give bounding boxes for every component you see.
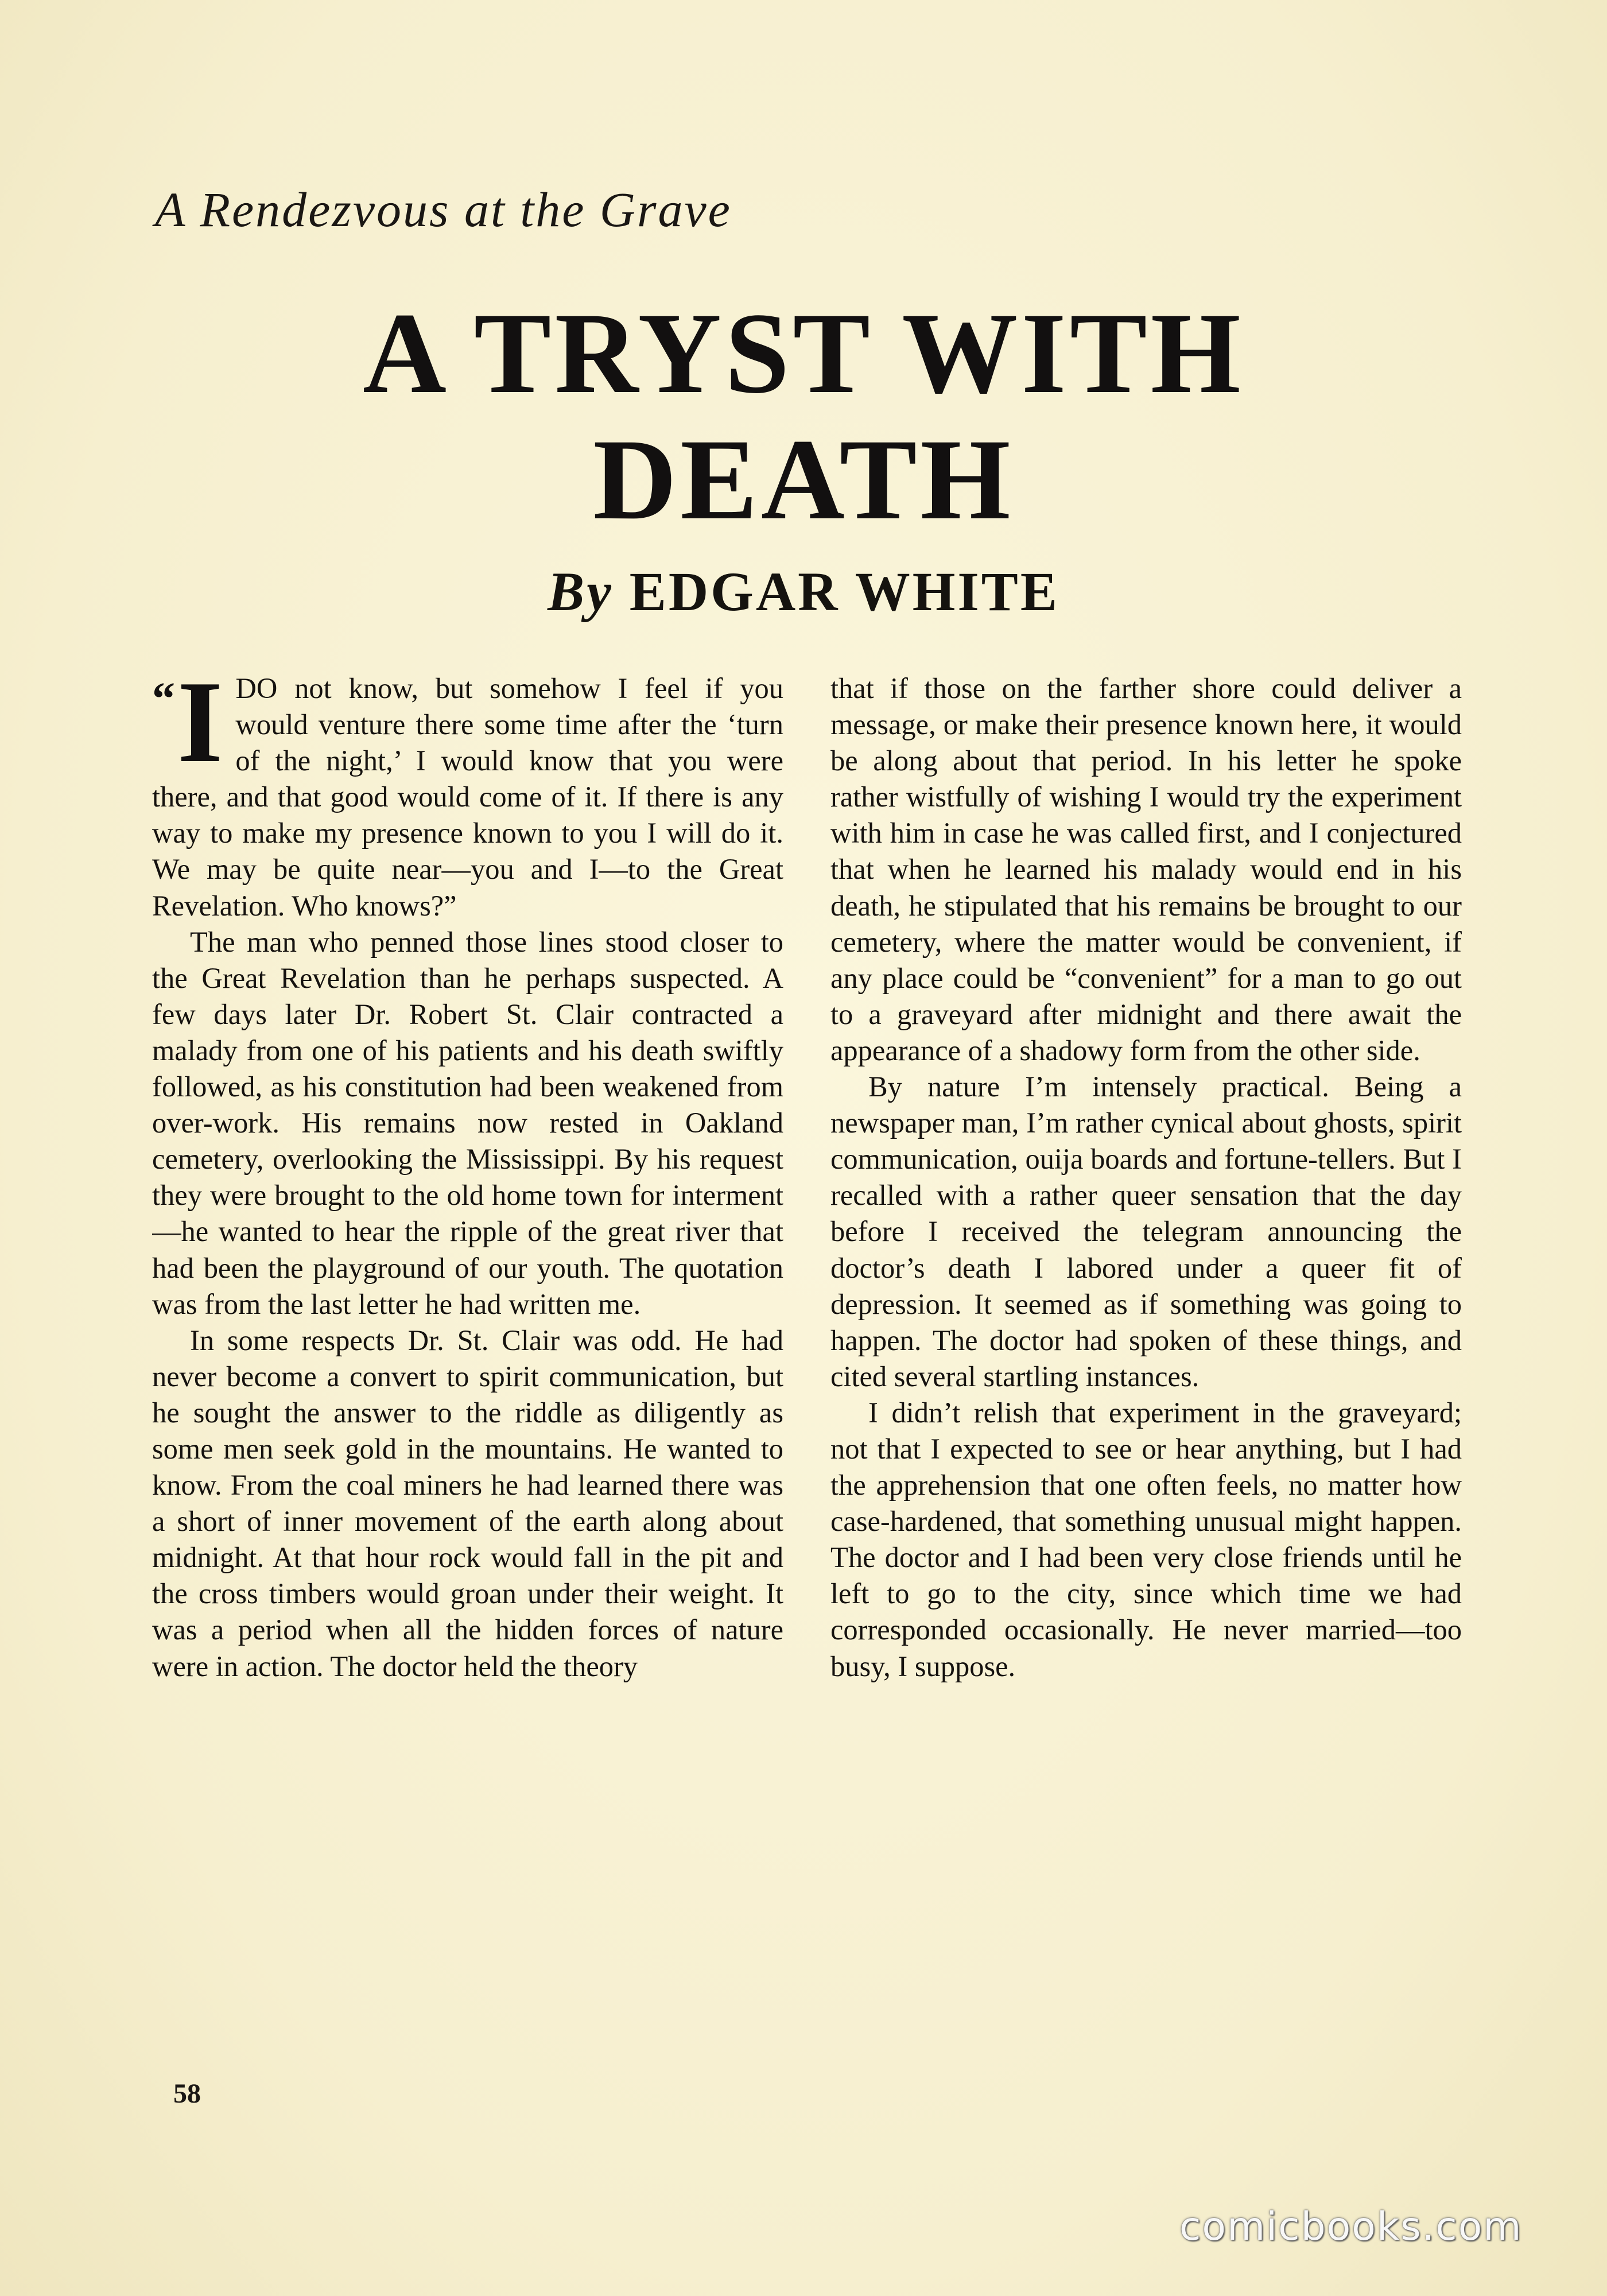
kicker: A Rendezvous at the Grave — [155, 182, 732, 237]
drop-cap-letter: I — [177, 670, 223, 787]
paragraph: that if those on the farther shore could deliver a message, or make their presence known here, it would be along about that period. In his letter he spoke rather wistfully of wishing I would try the experiment with him in case he was called first, and I conjectured that when he learned his malady would end in his death, he stipulated that his remains be brought to our cemetery, where the matter would be convenient, if any place could be “convenient” for a man to go out to a graveyard after midnight and there await the appearance of a shadowy form from the other side. — [830, 672, 1462, 1066]
watermark: comicbooks.com — [1179, 2204, 1523, 2250]
story-title: A TRYST WITH DEATH — [363, 289, 1244, 544]
right-column — [830, 670, 1462, 2088]
drop-cap-quote: “ — [152, 674, 175, 724]
byline — [149, 560, 1458, 623]
paragraph-text: DO not know, but somehow I feel if you would venture there some time after the ‘turn of the night,’ I would know that you were there, and that good would come of it. If there is any way to make my presence known to you I will do it. We may be quite near—you and I—to the Great Revelation. Who knows?” — [152, 672, 783, 922]
page-number: 58 — [173, 2078, 201, 2109]
byline-by: By — [548, 561, 614, 622]
byline-author: EDGAR WHITE — [629, 561, 1059, 622]
paragraph: The man who penned those lines stood closer to the Great Revelation than he perhaps suspected. A few days later Dr. Robert St. Clair contracted a malady from one of his patients and his death swiftly followed, as his constitution had been weakened from over-work. His remains now rested in Oakland cemetery, overlooking the Mississippi. By his request they were brought to the old home town for interment—he wanted to hear the ripple of the great river that had been the playground of our youth. The quotation was from the last letter he had written me. — [152, 925, 783, 1320]
paragraph: In some respects Dr. St. Clair was odd. He had never become a convert to spirit communication, but he sought the answer to the riddle as diligently as some men seek gold in the mountains. He wanted to know. From the coal miners he had learned there was a short of inner movement of the earth along about midnight. At that hour rock would fall in the pit and the cross timbers would groan under their weight. It was a period when all the hidden forces of nature were in action. The doctor held the theory — [152, 1324, 783, 1682]
drop-cap — [152, 670, 223, 787]
paragraph: By nature I’m intensely practical. Being a newspaper man, I’m rather cynical about ghosts, spirit communication, ouija boards and fortune-tellers. But I recalled with a rather queer sensation that the day before I received the telegram announcing the doctor’s death I labored under a queer fit of depression. It seemed as if something was going to happen. The doctor had spoken of these things, and cited several startling instances. — [830, 1071, 1462, 1393]
paragraph: I didn’t relish that experiment in the graveyard; not that I expected to see or hear anything, but I had the apprehension that one often feels, no matter how case-hardened, that something unusual might happen. The doctor and I had been very close friends until he left to go to the city, since which time we had corresponded occasionally. He never married—too busy, I suppose. — [830, 1396, 1462, 1682]
paragraph — [152, 670, 783, 924]
left-column — [152, 670, 783, 2088]
